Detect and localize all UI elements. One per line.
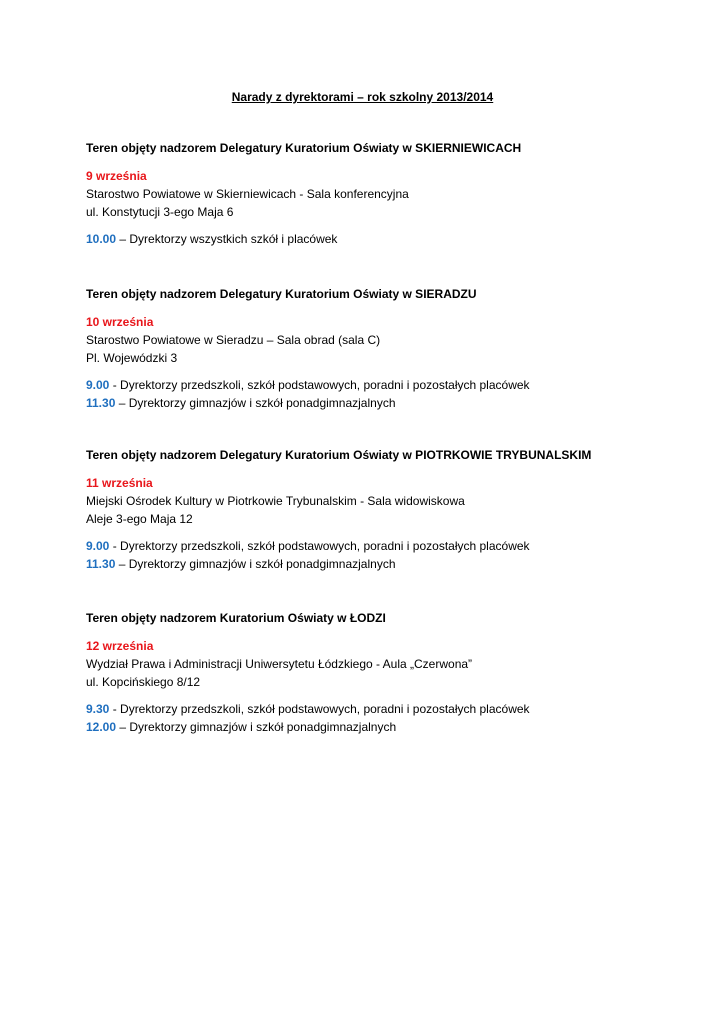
section-lodz (86, 609, 686, 736)
location-block (86, 492, 686, 528)
session-time: 11.30 (86, 396, 116, 410)
location-address: ul. Kopcińskiego 8/12 (86, 675, 201, 689)
section-heading: Teren objęty nadzorem Delegatury Kuratorium Oświaty w SIERADZU (86, 287, 477, 301)
location-address: Pl. Wojewódzki 3 (86, 351, 178, 365)
section-heading: Teren objęty nadzorem Kuratorium Oświaty w ŁODZI (86, 611, 386, 625)
location-address: Aleje 3-ego Maja 12 (86, 512, 193, 526)
section-heading: Teren objęty nadzorem Delegatury Kuratorium Oświaty w PIOTRKOWIE TRYBUNALSKIM (86, 448, 592, 462)
meeting-date: 9 września (86, 169, 147, 183)
session-time: 9.00 (86, 539, 110, 553)
location-address: ul. Konstytucji 3-ego Maja 6 (86, 205, 234, 219)
session-desc: - Dyrektorzy przedszkoli, szkół podstawowych, poradni i pozostałych placówek (109, 702, 530, 716)
meeting-date: 11 września (86, 476, 153, 490)
section-sieradz (86, 285, 686, 412)
session-line (86, 555, 686, 573)
section-piotrkow (86, 446, 686, 573)
session-line (86, 394, 686, 412)
session-desc: - Dyrektorzy przedszkoli, szkół podstawowych, poradni i pozostałych placówek (109, 378, 530, 392)
meeting-date: 10 września (86, 315, 154, 329)
session-line (86, 376, 686, 394)
session-desc: – Dyrektorzy gimnazjów i szkół ponadgimnazjalnych (115, 557, 396, 571)
document-title: Narady z dyrektorami – rok szkolny 2013/2014 (231, 90, 494, 104)
session-time: 9.00 (86, 378, 110, 392)
session-line (86, 230, 686, 248)
session-time: 9.30 (86, 702, 110, 716)
location-venue: Wydział Prawa i Administracji Uniwersytetu Łódzkiego - Aula „Czerwona” (86, 657, 473, 671)
session-time: 10.00 (86, 232, 117, 246)
section-heading: Teren objęty nadzorem Delegatury Kuratorium Oświaty w SKIERNIEWICACH (86, 141, 522, 155)
session-line (86, 718, 686, 736)
session-time: 12.00 (86, 720, 117, 734)
meeting-date: 12 września (86, 639, 154, 653)
session-desc: - Dyrektorzy przedszkoli, szkół podstawowych, poradni i pozostałych placówek (109, 539, 530, 553)
location-venue: Miejski Ośrodek Kultury w Piotrkowie Trybunalskim - Sala widowiskowa (86, 494, 465, 508)
session-line (86, 537, 686, 555)
location-block (86, 185, 686, 221)
location-venue: Starostwo Powiatowe w Sieradzu – Sala obrad (sala C) (86, 333, 381, 347)
session-desc: – Dyrektorzy gimnazjów i szkół ponadgimnazjalnych (116, 720, 397, 734)
session-time: 11.30 (86, 557, 116, 571)
location-block (86, 331, 686, 367)
session-desc: – Dyrektorzy gimnazjów i szkół ponadgimnazjalnych (115, 396, 396, 410)
location-block (86, 655, 686, 691)
session-line (86, 700, 686, 718)
location-venue: Starostwo Powiatowe w Skierniewicach - Sala konferencyjna (86, 187, 409, 201)
session-desc: – Dyrektorzy wszystkich szkół i placówek (116, 232, 338, 246)
section-skierniewice (86, 139, 686, 248)
